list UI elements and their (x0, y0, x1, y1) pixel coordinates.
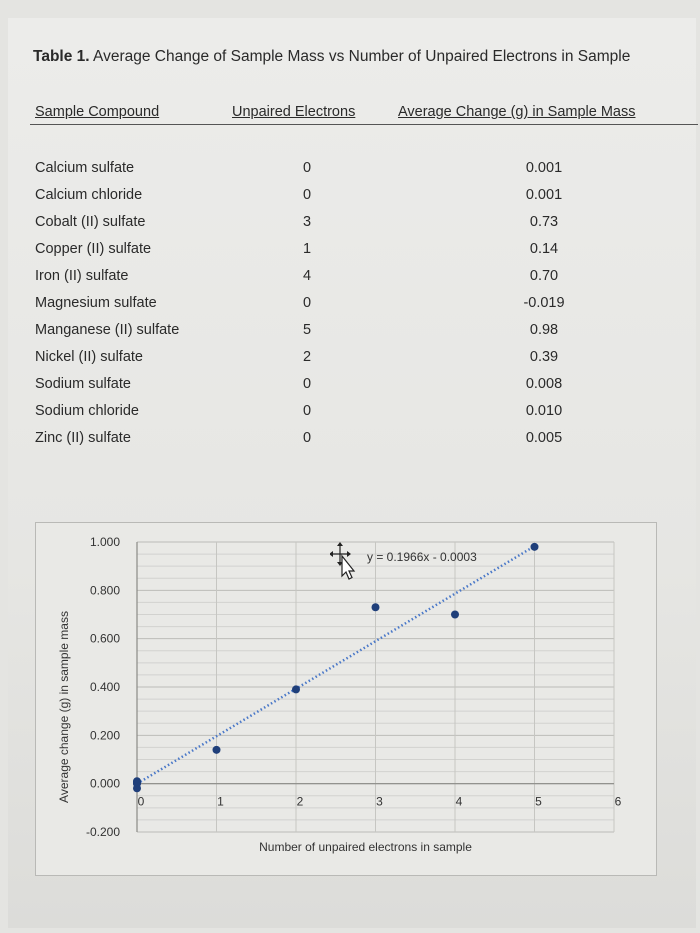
change-cell: 0.98 (529, 322, 559, 338)
x-tick-label: 6 (614, 794, 622, 809)
y-tick-label: 0.600 (89, 631, 120, 646)
table-row (0, 322, 700, 349)
x-tick-label: 2 (296, 794, 304, 809)
x-tick-label: 3 (376, 794, 383, 809)
table-row (0, 214, 700, 241)
change-cell: 0.001 (525, 187, 563, 203)
table-row (0, 403, 700, 430)
table-caption (33, 48, 630, 66)
header-average-change: Average Change (g) in Sample Mass (398, 104, 636, 120)
electrons-cell: 3 (302, 214, 312, 230)
change-cell: 0.70 (529, 268, 559, 284)
table-caption-text: Average Change of Sample Mass vs Number of Unpaired Electrons in Sample (89, 48, 631, 65)
y-tick-label: 1.000 (89, 535, 120, 549)
table-row (0, 295, 700, 322)
x-tick-label: 4 (455, 794, 463, 809)
electrons-cell: 0 (302, 295, 312, 311)
electrons-cell: 5 (302, 322, 312, 338)
change-cell: -0.019 (523, 295, 565, 311)
compound-cell: Calcium chloride (35, 187, 143, 203)
change-cell: 0.14 (529, 241, 559, 257)
y-tick-label: -0.200 (85, 825, 120, 839)
compound-cell: Cobalt (II) sulfate (35, 214, 146, 230)
table-row (0, 268, 700, 295)
change-cell: 0.001 (525, 160, 563, 176)
compound-cell: Copper (II) sulfate (35, 241, 152, 257)
electrons-cell: 0 (302, 160, 312, 176)
y-tick-label: 0.000 (89, 776, 120, 791)
compound-cell: Magnesium sulfate (35, 295, 157, 311)
data-point (133, 778, 141, 786)
y-tick-label: 0.200 (89, 728, 120, 743)
y-tick-label: 0.400 (89, 680, 120, 694)
electrons-cell: 2 (302, 349, 312, 365)
compound-cell: Calcium sulfate (35, 160, 135, 176)
compound-cell: Sodium sulfate (35, 376, 131, 392)
x-tick-label: 5 (535, 794, 542, 809)
header-divider (30, 124, 698, 125)
change-cell: 0.010 (525, 403, 563, 419)
compound-cell: Manganese (II) sulfate (35, 322, 180, 338)
header-unpaired-electrons: Unpaired Electrons (232, 104, 356, 120)
table-row (0, 430, 700, 457)
compound-cell: Sodium chloride (35, 403, 139, 419)
table-row (0, 349, 700, 376)
electrons-cell: 0 (302, 430, 312, 446)
y-tick-label: 0.800 (89, 583, 120, 598)
compound-cell: Zinc (II) sulfate (35, 430, 131, 446)
electrons-cell: 0 (302, 187, 312, 203)
electrons-cell: 4 (302, 268, 312, 284)
x-tick-label: 1 (217, 794, 224, 809)
table-row (0, 376, 700, 403)
x-axis-label: Number of unpaired electrons in sample (259, 840, 472, 854)
change-cell: 0.005 (525, 430, 563, 446)
change-cell: 0.008 (525, 376, 563, 392)
x-tick-label: 0 (137, 794, 145, 809)
data-point (292, 685, 300, 693)
electrons-cell: 1 (302, 241, 312, 257)
table-row (0, 160, 700, 187)
change-cell: 0.73 (529, 214, 559, 230)
compound-cell: Iron (II) sulfate (35, 268, 129, 284)
table-row (0, 187, 700, 214)
trendline-equation: y = 0.1966x - 0.0003 (367, 550, 477, 564)
electrons-cell: 0 (302, 376, 312, 392)
data-point (372, 603, 380, 611)
data-point (531, 543, 539, 551)
header-sample-compound: Sample Compound (35, 104, 160, 120)
table-row (0, 241, 700, 268)
change-cell: 0.39 (529, 349, 559, 365)
table-caption-label: Table 1. (33, 48, 90, 65)
data-point (451, 611, 459, 619)
y-axis-label: Average change (g) in sample mass (57, 611, 71, 803)
data-point (213, 746, 221, 754)
electrons-cell: 0 (302, 403, 312, 419)
compound-cell: Nickel (II) sulfate (35, 349, 143, 365)
move-cursor-icon (330, 542, 358, 582)
